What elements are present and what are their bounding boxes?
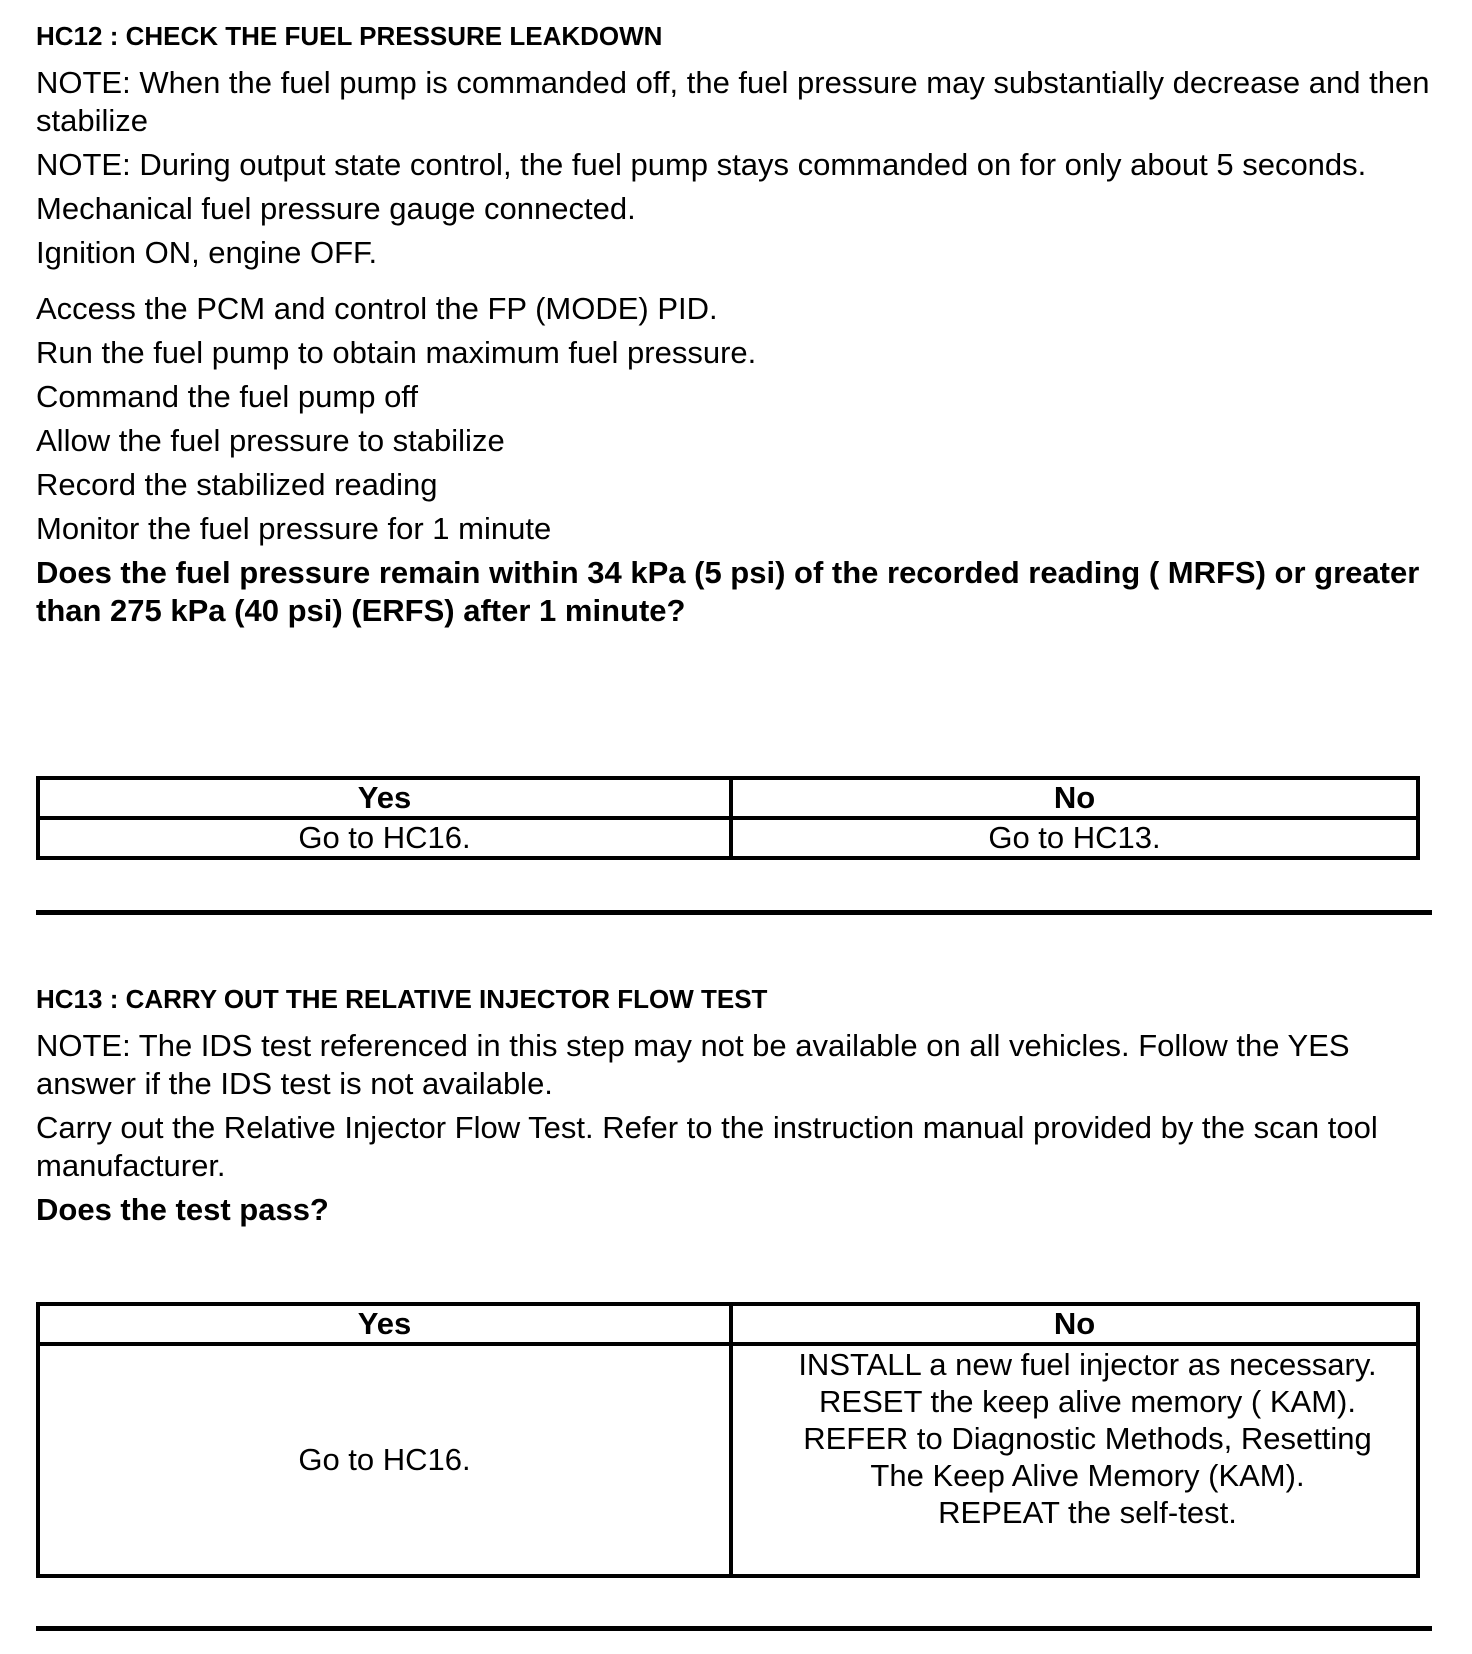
no-answer-line: INSTALL a new fuel injector as necessary. <box>798 1347 1377 1382</box>
hc13-note-1: NOTE: The IDS test referenced in this step may not be available on all vehicles. Follow the YES answer if the IDS test is not available. <box>36 1028 1350 1101</box>
table-header-row <box>38 1304 1418 1344</box>
hc13-section <box>36 983 1436 1229</box>
section-divider <box>36 1626 1432 1631</box>
hc12-condition-1: Mechanical fuel pressure gauge connected. <box>36 191 636 226</box>
table-row <box>38 1344 1418 1576</box>
no-header: No <box>731 778 1418 818</box>
hc12-step: Allow the fuel pressure to stabilize <box>36 423 505 458</box>
hc12-heading: HC12 : CHECK THE FUEL PRESSURE LEAKDOWN <box>36 21 663 51</box>
table-row <box>38 818 1418 858</box>
hc12-step: Command the fuel pump off <box>36 379 418 414</box>
hc13-question: Does the test pass? <box>36 1192 329 1227</box>
yes-answer: Go to HC16. <box>38 1344 731 1576</box>
no-answer-line: RESET the keep alive memory ( KAM). <box>819 1384 1356 1419</box>
no-answer-line: REFER to Diagnostic Methods, Resetting <box>803 1421 1372 1456</box>
hc12-step: Run the fuel pump to obtain maximum fuel pressure. <box>36 335 757 370</box>
hc12-step: Access the PCM and control the FP (MODE) PID. <box>36 291 718 326</box>
no-answer: Go to HC13. <box>731 818 1418 858</box>
hc13-heading: HC13 : CARRY OUT THE RELATIVE INJECTOR FLOW TEST <box>36 984 768 1014</box>
table-header-row <box>38 778 1418 818</box>
hc12-section <box>36 20 1436 630</box>
hc12-note-2: NOTE: During output state control, the fuel pump stays commanded on for only about 5 seconds. <box>36 147 1367 182</box>
no-answer-line: REPEAT the self-test. <box>938 1495 1237 1530</box>
hc13-instruction: Carry out the Relative Injector Flow Test. Refer to the instruction manual provided by the scan tool manufacturer. <box>36 1110 1378 1183</box>
hc12-step: Monitor the fuel pressure for 1 minute <box>36 511 552 546</box>
hc12-answer-table <box>36 776 1420 860</box>
no-answer-list <box>731 1344 1418 1576</box>
section-divider <box>36 910 1432 915</box>
hc12-question: Does the fuel pressure remain within 34 kPa (5 psi) of the recorded reading ( MRFS) or greater than 275 kPa (40 psi) (ERFS) after 1 minute? <box>36 555 1420 628</box>
no-answer-line: The Keep Alive Memory (KAM). <box>870 1458 1305 1493</box>
hc12-step: Record the stabilized reading <box>36 467 438 502</box>
hc13-answer-table <box>36 1302 1420 1578</box>
yes-header: Yes <box>38 1304 731 1344</box>
no-header: No <box>731 1304 1418 1344</box>
yes-header: Yes <box>38 778 731 818</box>
hc12-note-1: NOTE: When the fuel pump is commanded off, the fuel pressure may substantially decrease and then stabilize <box>36 65 1430 138</box>
yes-answer: Go to HC16. <box>38 818 731 858</box>
hc12-condition-2: Ignition ON, engine OFF. <box>36 235 378 270</box>
